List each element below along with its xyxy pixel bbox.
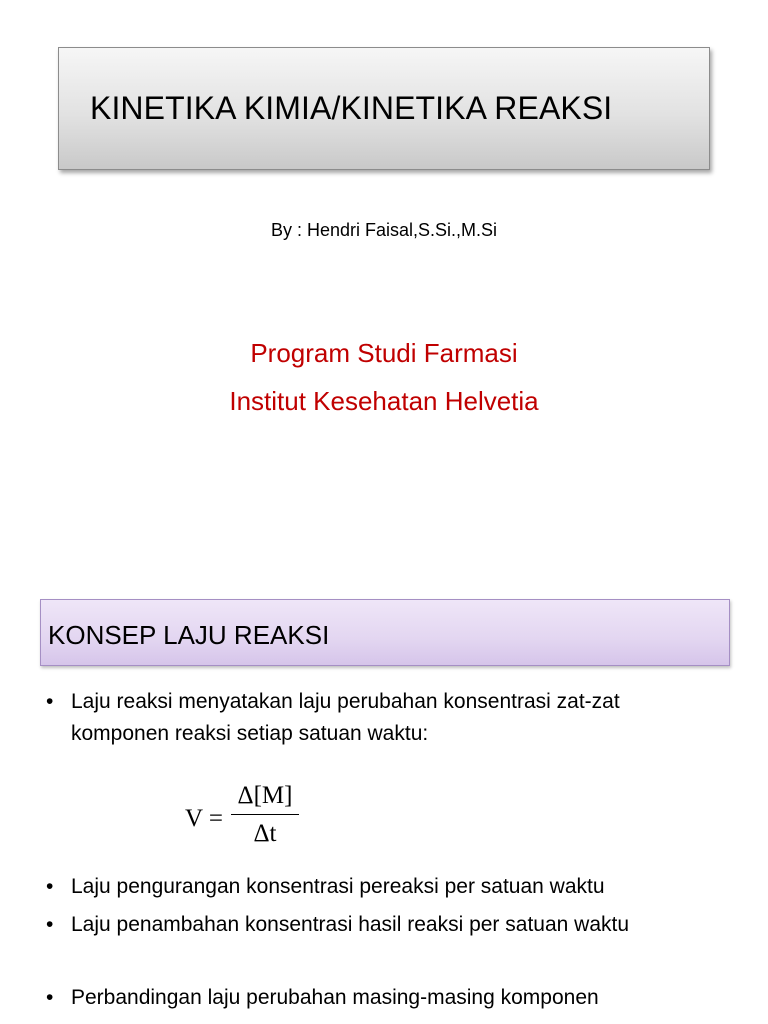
bullet-text: Perbandingan laju perubahan masing-masing komponen [71,986,599,1009]
institute-name: Institut Kesehatan Helvetia [229,386,539,416]
bullet-item [46,686,720,750]
slide-heading: KONSEP LAJU REAKSI [48,620,330,650]
bullet-marker: • [46,875,54,898]
bullet-item [46,909,720,941]
bullet-text: Laju reaksi menyatakan laju perubahan konsentrasi zat-zat komponen reaksi setiap satuan waktu: [71,690,620,745]
bullet-marker: • [46,913,54,936]
formula-denominator: Δt [253,820,277,847]
formula-lhs: V = [185,805,223,832]
program-name: Program Studi Farmasi [250,338,518,368]
slide-title: KINETIKA KIMIA/KINETIKA REAKSI [90,90,613,126]
bullet-text: Laju pengurangan konsentrasi pereaksi per satuan waktu [71,875,605,898]
author-byline: By : Hendri Faisal,S.Si.,M.Si [270,220,498,240]
bullet-text: Laju penambahan konsentrasi hasil reaksi per satuan waktu [71,913,630,936]
bullet-item [46,871,720,903]
formula-numerator: Δ[M] [237,782,293,809]
bullet-marker: • [46,986,54,1009]
formula-fraction [231,780,299,850]
fraction-bar [231,814,299,815]
content-slide [0,576,768,1024]
bullet-marker: • [46,690,54,713]
bullet-item [46,982,720,1014]
